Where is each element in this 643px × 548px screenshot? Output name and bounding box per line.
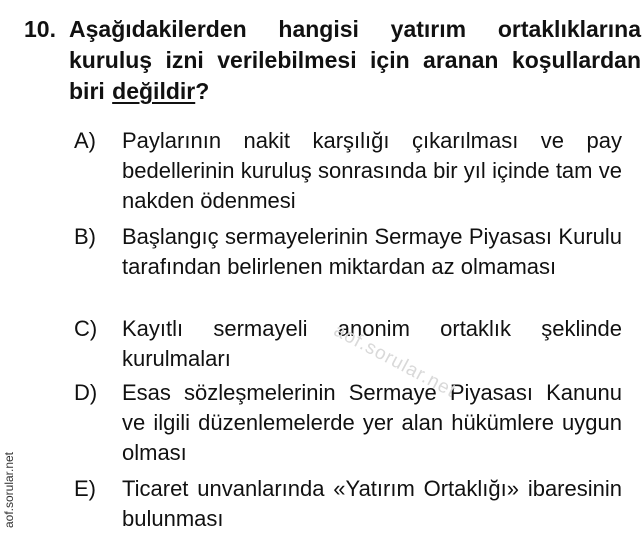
option-a[interactable] [74, 126, 622, 216]
option-b[interactable] [74, 222, 622, 282]
question-stem-emphasis: değildir [112, 78, 196, 104]
option-text: Ticaret unvanlarında «Yatırım Ortaklığı» ibaresinin bulunması [122, 476, 622, 531]
side-watermark [2, 440, 16, 540]
option-letter: C) [74, 316, 98, 341]
option-text: Esas sözleşmelerinin Sermaye Piyasası Kanunu ve ilgili düzenlemelerde yer alan hükümlere uygun olması [122, 380, 622, 465]
question-number: 10. [24, 16, 56, 42]
option-letter: A) [74, 128, 96, 153]
question-stem [69, 14, 641, 107]
side-watermark-text: aof.sorular.net [2, 451, 16, 529]
question-stem-text: Aşağıdakilerden hangisi yatırım ortaklıklarına kuruluş izni verilebilmesi için aranan koşullardan biri [69, 16, 641, 104]
diagonal-watermark: aof.sorular.net [330, 320, 460, 403]
option-e[interactable] [74, 474, 622, 534]
option-text: Paylarının nakit karşılığı çıkarılması ve pay bedellerinin kuruluş sonrasında bir yıl içinde tam ve nakden ödenmesi [122, 128, 622, 213]
option-text: Kayıtlı sermayeli anonim ortaklık şeklinde kurulmaları [122, 316, 622, 371]
option-letter: B) [74, 224, 96, 249]
option-letter: E) [74, 476, 96, 501]
question-stem-end: ? [195, 78, 210, 104]
option-text: Başlangıç sermayelerinin Sermaye Piyasası Kurulu tarafından belirlenen miktardan az olmaması [122, 224, 622, 279]
option-letter: D) [74, 380, 98, 405]
option-d[interactable] [74, 378, 622, 468]
